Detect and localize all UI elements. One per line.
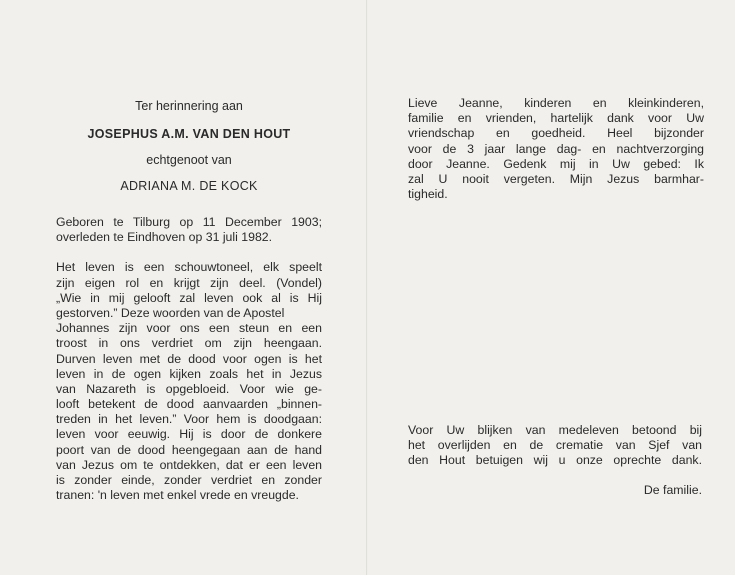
text-line: van Jezus om te ontdekken, dat er een leven — [56, 457, 322, 472]
message-line: familie en vrienden, hartelijk dank voor Uw — [408, 111, 704, 126]
message-line: door Jeanne. Gedenk mij in Uw gebed: Ik — [408, 156, 704, 171]
text-line: tranen: 'n leven met enkel vrede en vreugde. — [56, 488, 299, 503]
death-line: overleden te Eindhoven op 31 juli 1982. — [56, 230, 273, 245]
text-line: zijn eigen rol en krijgt zijn deel. (Vondel) — [56, 275, 322, 290]
closing-block — [408, 423, 702, 498]
birth-death-text — [56, 215, 322, 245]
relation-line: echtgenoot van — [146, 153, 232, 167]
memorial-text — [56, 260, 322, 503]
birth-line: Geboren te Tilburg op 11 December 1903; — [56, 215, 322, 229]
spouse-name: ADRIANA M. DE KOCK — [120, 179, 258, 193]
text-line: Het leven is een schouwtoneel, elk speelt — [56, 260, 322, 275]
right-page — [408, 96, 704, 202]
text-line: is zonder einde, zonder verdriet en zonder — [56, 473, 322, 487]
text-line: treden in het leven.” Voor hem is doodgaan: — [56, 412, 322, 427]
message-line: vriendschap en goedheid. Heel bijzonder — [408, 126, 704, 141]
deceased-name: JOSEPHUS A.M. VAN DEN HOUT — [87, 127, 291, 141]
text-line: gestorven.” Deze woorden van de Apostel — [56, 305, 285, 320]
text-line: Durven leven met de dood voor ogen is het — [56, 351, 322, 366]
closing-line: het overlijden en de crematie van Sjef van — [408, 438, 702, 453]
closing-text — [408, 423, 702, 469]
closing-line: den Hout betuigen wij u onze oprechte dank. — [408, 453, 702, 468]
text-line: leven in de ogen kijken zoals het in Jezus — [56, 366, 322, 381]
closing-line: Voor Uw blijken van medeleven betoond bij — [408, 423, 702, 437]
message-line: zal U nooit vergeten. Mijn Jezus barmhar- — [408, 171, 704, 186]
text-line: leven voor eeuwig. Hij is door de donkere — [56, 427, 322, 442]
message-line: voor de 3 jaar lange dag- en nachtverzorging — [408, 141, 704, 156]
intro-line: Ter herinnering aan — [135, 99, 243, 113]
message-line: tigheid. — [408, 187, 448, 202]
message-line: Lieve Jeanne, kinderen en kleinkinderen, — [408, 96, 704, 110]
signature: De familie. — [643, 482, 702, 497]
text-line: troost in ons verdriet om zijn heengaan. — [56, 336, 322, 351]
text-line: „Wie in mij gelooft zal leven ook al is Hij — [56, 290, 322, 305]
text-line: Johannes zijn voor ons een steun en een — [56, 321, 322, 336]
text-line: van Nazareth is opgebloeid. Voor wie ge- — [56, 381, 322, 396]
text-line: poort van de dood heengegaan aan de hand — [56, 442, 322, 457]
text-line: looft betekent de dood aanvaarden „binnen- — [56, 397, 322, 412]
thank-you-message — [408, 96, 704, 202]
card-fold — [366, 0, 368, 575]
left-page — [56, 96, 322, 503]
